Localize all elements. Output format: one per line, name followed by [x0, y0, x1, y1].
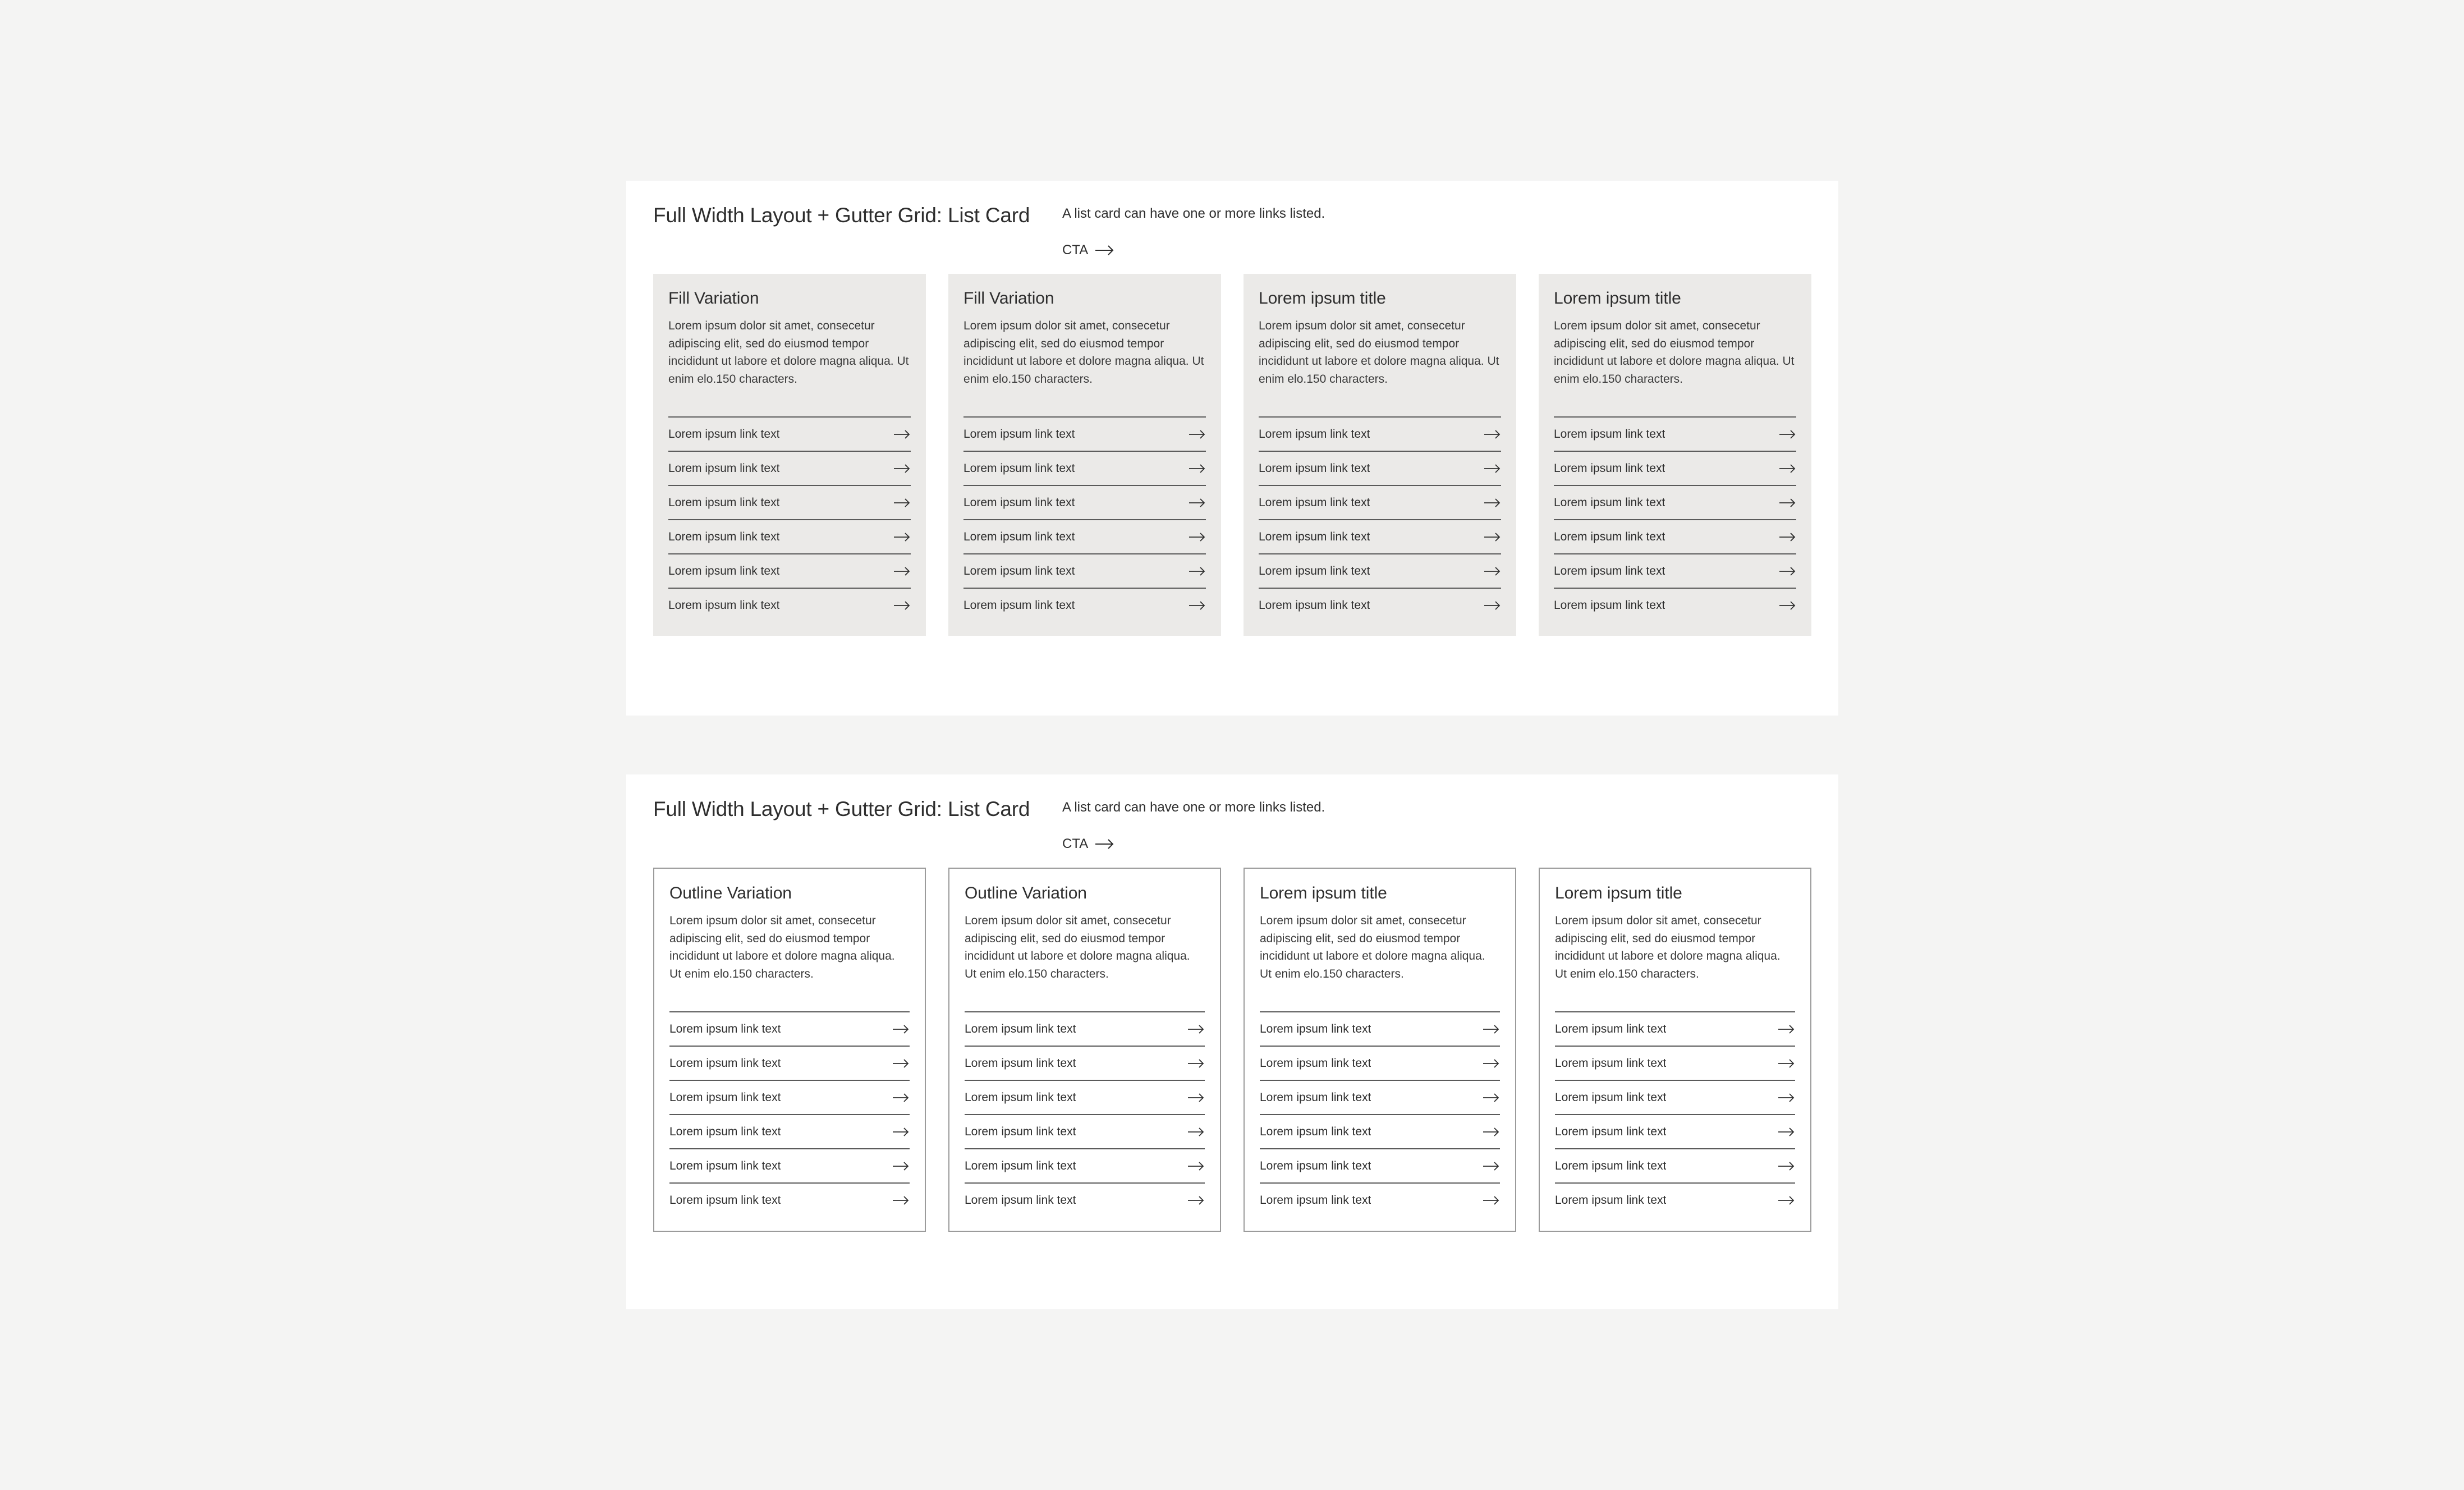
list-item[interactable]	[669, 1046, 910, 1080]
arrow-right-icon	[1779, 566, 1796, 576]
link-label: Lorem ipsum link text	[1554, 598, 1665, 612]
link-label: Lorem ipsum link text	[965, 1125, 1076, 1138]
link-label: Lorem ipsum link text	[963, 564, 1075, 577]
list-item[interactable]	[1554, 485, 1796, 519]
list-item[interactable]	[963, 451, 1206, 485]
arrow-right-icon	[1188, 1024, 1205, 1034]
link-label: Lorem ipsum link text	[1555, 1022, 1667, 1035]
link-label: Lorem ipsum link text	[1555, 1056, 1667, 1070]
card-title: Lorem ipsum title	[1260, 884, 1387, 902]
panel-header	[653, 774, 1811, 868]
card-title: Lorem ipsum title	[1554, 289, 1681, 308]
link-label: Lorem ipsum link text	[1260, 1056, 1371, 1070]
arrow-right-icon	[1484, 498, 1501, 508]
header-right-group	[1062, 205, 1325, 258]
link-label: Lorem ipsum link text	[963, 427, 1075, 441]
arrow-right-icon	[1189, 498, 1206, 508]
arrow-right-icon	[894, 498, 911, 508]
arrow-right-icon	[1778, 1195, 1795, 1205]
arrow-right-icon	[1188, 1161, 1205, 1171]
list-item[interactable]	[1260, 1182, 1500, 1217]
link-label: Lorem ipsum link text	[963, 530, 1075, 543]
arrow-right-icon	[1778, 1127, 1795, 1137]
list-item[interactable]	[668, 451, 911, 485]
list-item[interactable]	[668, 519, 911, 553]
arrow-right-icon	[893, 1024, 910, 1034]
panel-inner	[626, 181, 1838, 716]
list-item[interactable]	[1260, 1011, 1500, 1046]
link-label: Lorem ipsum link text	[963, 598, 1075, 612]
link-label: Lorem ipsum link text	[1260, 1159, 1371, 1172]
card-grid	[653, 868, 1811, 1232]
arrow-right-icon	[1188, 1093, 1205, 1103]
list-item[interactable]	[1554, 553, 1796, 588]
card-link-list	[1554, 416, 1796, 622]
arrow-right-icon	[1778, 1024, 1795, 1034]
arrow-right-icon	[1188, 1195, 1205, 1205]
arrow-right-icon	[1188, 1127, 1205, 1137]
link-label: Lorem ipsum link text	[1554, 427, 1665, 441]
list-item[interactable]	[965, 1148, 1205, 1182]
arrow-right-icon	[1189, 464, 1206, 474]
list-card	[1539, 868, 1811, 1232]
list-item[interactable]	[1259, 416, 1501, 451]
list-item[interactable]	[963, 519, 1206, 553]
link-label: Lorem ipsum link text	[669, 1193, 781, 1207]
list-item[interactable]	[1260, 1046, 1500, 1080]
link-label: Lorem ipsum link text	[963, 496, 1075, 509]
arrow-right-icon	[1778, 1093, 1795, 1103]
arrow-right-icon	[894, 566, 911, 576]
link-label: Lorem ipsum link text	[1259, 461, 1370, 475]
list-item[interactable]	[669, 1114, 910, 1148]
list-item[interactable]	[1555, 1114, 1795, 1148]
arrow-right-icon	[893, 1195, 910, 1205]
arrow-right-icon	[894, 464, 911, 474]
link-label: Lorem ipsum link text	[669, 1022, 781, 1035]
list-item[interactable]	[1555, 1080, 1795, 1114]
link-label: Lorem ipsum link text	[1259, 564, 1370, 577]
list-item[interactable]	[1259, 588, 1501, 622]
cta-link[interactable]	[1062, 242, 1114, 258]
link-label: Lorem ipsum link text	[668, 427, 780, 441]
list-card	[1244, 274, 1516, 636]
card-body-text: Lorem ipsum dolor sit amet, consecetur adipiscing elit, sed do eiusmod tempor incididunt ut labore et dolore magna aliqua. Ut enim elo.150 characters.	[668, 319, 909, 386]
list-item[interactable]	[669, 1148, 910, 1182]
link-label: Lorem ipsum link text	[963, 461, 1075, 475]
card-link-list	[668, 416, 911, 622]
list-item[interactable]	[1554, 519, 1796, 553]
list-item[interactable]	[1554, 588, 1796, 622]
arrow-right-icon	[1189, 600, 1206, 611]
link-label: Lorem ipsum link text	[1260, 1022, 1371, 1035]
card-link-list	[1259, 416, 1501, 622]
arrow-right-icon	[1484, 600, 1501, 611]
link-label: Lorem ipsum link text	[965, 1193, 1076, 1207]
list-item[interactable]	[669, 1182, 910, 1217]
arrow-right-icon	[1483, 1093, 1500, 1103]
card-link-list	[965, 1011, 1205, 1217]
page-title: Full Width Layout + Gutter Grid: List Card	[653, 204, 1030, 227]
list-card	[948, 868, 1221, 1232]
list-item[interactable]	[669, 1011, 910, 1046]
arrow-right-icon	[1483, 1195, 1500, 1205]
list-item[interactable]	[1555, 1011, 1795, 1046]
cta-link[interactable]	[1062, 836, 1114, 852]
card-body-text: Lorem ipsum dolor sit amet, consecetur adipiscing elit, sed do eiusmod tempor incididunt ut labore et dolore magna aliqua. Ut enim elo.150 characters.	[965, 914, 1190, 981]
arrow-right-icon	[894, 600, 911, 611]
list-item[interactable]	[963, 416, 1206, 451]
list-item[interactable]	[669, 1080, 910, 1114]
link-label: Lorem ipsum link text	[668, 564, 780, 577]
link-label: Lorem ipsum link text	[1554, 461, 1665, 475]
card-body-text: Lorem ipsum dolor sit amet, consecetur adipiscing elit, sed do eiusmod tempor incididunt ut labore et dolore magna aliqua. Ut enim elo.150 characters.	[1555, 914, 1781, 981]
list-item[interactable]	[1259, 451, 1501, 485]
link-label: Lorem ipsum link text	[669, 1159, 781, 1172]
link-label: Lorem ipsum link text	[1554, 530, 1665, 543]
list-item[interactable]	[1259, 519, 1501, 553]
arrow-right-icon	[1483, 1127, 1500, 1137]
list-card	[1539, 274, 1811, 636]
list-card	[1244, 868, 1516, 1232]
arrow-right-icon	[1483, 1058, 1500, 1069]
arrow-right-icon	[1095, 245, 1114, 256]
header-right-group	[1062, 799, 1325, 852]
link-label: Lorem ipsum link text	[1260, 1090, 1371, 1104]
arrow-right-icon	[893, 1058, 910, 1069]
link-label: Lorem ipsum link text	[668, 461, 780, 475]
link-label: Lorem ipsum link text	[668, 530, 780, 543]
list-card	[948, 274, 1221, 636]
list-item[interactable]	[1554, 451, 1796, 485]
list-item[interactable]	[1555, 1148, 1795, 1182]
link-label: Lorem ipsum link text	[965, 1056, 1076, 1070]
card-link-list	[963, 416, 1206, 622]
page-title: Full Width Layout + Gutter Grid: List Card	[653, 797, 1030, 820]
list-card	[653, 274, 926, 636]
link-label: Lorem ipsum link text	[1259, 598, 1370, 612]
card-body-text: Lorem ipsum dolor sit amet, consecetur adipiscing elit, sed do eiusmod tempor incididunt ut labore et dolore magna aliqua. Ut enim elo.150 characters.	[1554, 319, 1795, 386]
list-item[interactable]	[668, 485, 911, 519]
arrow-right-icon	[1779, 498, 1796, 508]
list-item[interactable]	[1555, 1182, 1795, 1217]
list-item[interactable]	[1260, 1080, 1500, 1114]
arrow-right-icon	[1779, 464, 1796, 474]
panel-header	[653, 181, 1811, 274]
link-label: Lorem ipsum link text	[1554, 496, 1665, 509]
link-label: Lorem ipsum link text	[1259, 427, 1370, 441]
link-label: Lorem ipsum link text	[1260, 1193, 1371, 1207]
link-label: Lorem ipsum link text	[965, 1022, 1076, 1035]
card-title: Outline Variation	[965, 884, 1087, 902]
list-item[interactable]	[1554, 416, 1796, 451]
card-title: Fill Variation	[963, 289, 1054, 308]
panel-description: A list card can have one or more links listed.	[1062, 206, 1325, 221]
arrow-right-icon	[893, 1161, 910, 1171]
card-title: Lorem ipsum title	[1555, 884, 1682, 902]
list-item[interactable]	[668, 416, 911, 451]
arrow-right-icon	[1778, 1161, 1795, 1171]
panel-description: A list card can have one or more links listed.	[1062, 800, 1325, 815]
list-item[interactable]	[1260, 1114, 1500, 1148]
arrow-right-icon	[894, 532, 911, 542]
card-title: Outline Variation	[669, 884, 792, 902]
link-label: Lorem ipsum link text	[1259, 530, 1370, 543]
card-grid	[653, 274, 1811, 636]
card-link-list	[1260, 1011, 1500, 1217]
card-body-text: Lorem ipsum dolor sit amet, consecetur adipiscing elit, sed do eiusmod tempor incididunt ut labore et dolore magna aliqua. Ut enim elo.150 characters.	[963, 319, 1204, 386]
arrow-right-icon	[1779, 600, 1796, 611]
link-label: Lorem ipsum link text	[669, 1125, 781, 1138]
arrow-right-icon	[1779, 429, 1796, 439]
link-label: Lorem ipsum link text	[1555, 1193, 1667, 1207]
list-item[interactable]	[965, 1114, 1205, 1148]
arrow-right-icon	[893, 1127, 910, 1137]
link-label: Lorem ipsum link text	[1554, 564, 1665, 577]
arrow-right-icon	[1779, 532, 1796, 542]
card-body-text: Lorem ipsum dolor sit amet, consecetur adipiscing elit, sed do eiusmod tempor incididunt ut labore et dolore magna aliqua. Ut enim elo.150 characters.	[1260, 914, 1485, 981]
list-item[interactable]	[965, 1011, 1205, 1046]
list-item[interactable]	[1260, 1148, 1500, 1182]
arrow-right-icon	[893, 1093, 910, 1103]
link-label: Lorem ipsum link text	[1259, 496, 1370, 509]
link-label: Lorem ipsum link text	[668, 496, 780, 509]
arrow-right-icon	[1095, 838, 1114, 850]
arrow-right-icon	[1189, 429, 1206, 439]
arrow-right-icon	[1189, 566, 1206, 576]
list-item[interactable]	[668, 588, 911, 622]
link-label: Lorem ipsum link text	[1555, 1090, 1667, 1104]
card-body-text: Lorem ipsum dolor sit amet, consecetur adipiscing elit, sed do eiusmod tempor incididunt ut labore et dolore magna aliqua. Ut enim elo.150 characters.	[1259, 319, 1499, 386]
cta-label: CTA	[1062, 242, 1089, 258]
link-label: Lorem ipsum link text	[1555, 1159, 1667, 1172]
link-label: Lorem ipsum link text	[669, 1056, 781, 1070]
list-item[interactable]	[965, 1182, 1205, 1217]
list-item[interactable]	[1259, 485, 1501, 519]
arrow-right-icon	[1188, 1058, 1205, 1069]
panel-inner	[626, 774, 1838, 1309]
arrow-right-icon	[1778, 1058, 1795, 1069]
link-label: Lorem ipsum link text	[965, 1090, 1076, 1104]
card-link-list	[669, 1011, 910, 1217]
list-item[interactable]	[965, 1046, 1205, 1080]
card-link-list	[1555, 1011, 1795, 1217]
list-item[interactable]	[963, 588, 1206, 622]
list-item[interactable]	[668, 553, 911, 588]
card-title: Fill Variation	[668, 289, 759, 308]
link-label: Lorem ipsum link text	[669, 1090, 781, 1104]
arrow-right-icon	[1483, 1024, 1500, 1034]
fill-variation-section	[626, 181, 1838, 716]
outline-variation-section	[626, 774, 1838, 1309]
card-title: Lorem ipsum title	[1259, 289, 1386, 308]
arrow-right-icon	[1484, 532, 1501, 542]
list-item[interactable]	[963, 553, 1206, 588]
list-item[interactable]	[965, 1080, 1205, 1114]
link-label: Lorem ipsum link text	[1260, 1125, 1371, 1138]
arrow-right-icon	[1484, 464, 1501, 474]
list-card	[653, 868, 926, 1232]
link-label: Lorem ipsum link text	[965, 1159, 1076, 1172]
arrow-right-icon	[1484, 566, 1501, 576]
arrow-right-icon	[894, 429, 911, 439]
card-body-text: Lorem ipsum dolor sit amet, consecetur adipiscing elit, sed do eiusmod tempor incididunt ut labore et dolore magna aliqua. Ut enim elo.150 characters.	[669, 914, 895, 981]
list-item[interactable]	[1259, 553, 1501, 588]
arrow-right-icon	[1484, 429, 1501, 439]
link-label: Lorem ipsum link text	[668, 598, 780, 612]
link-label: Lorem ipsum link text	[1555, 1125, 1667, 1138]
list-item[interactable]	[1555, 1046, 1795, 1080]
arrow-right-icon	[1483, 1161, 1500, 1171]
list-item[interactable]	[963, 485, 1206, 519]
cta-label: CTA	[1062, 836, 1089, 852]
arrow-right-icon	[1189, 532, 1206, 542]
